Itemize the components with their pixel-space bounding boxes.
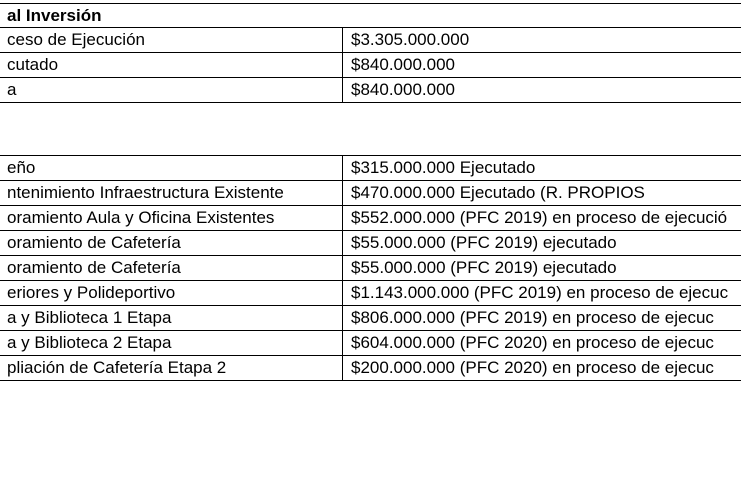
table-row [0, 356, 741, 381]
row-label: ceso de Ejecución [0, 28, 343, 53]
row-label: a [0, 78, 343, 103]
row-label: oramiento de Cafetería [0, 231, 343, 256]
row-value: $55.000.000 (PFC 2019) ejecutado [343, 231, 741, 256]
table-row [0, 53, 741, 78]
row-label: ntenimiento Infraestructura Existente [0, 181, 343, 206]
row-value: $200.000.000 (PFC 2020) en proceso de ejecuc [343, 356, 741, 381]
row-value: $840.000.000 [343, 78, 741, 103]
row-label: pliación de Cafetería Etapa 2 [0, 356, 343, 381]
table-row [0, 306, 741, 331]
table-row [0, 78, 741, 103]
row-label: eño [0, 156, 343, 181]
row-value: $470.000.000 Ejecutado (R. PROPIOS [343, 181, 741, 206]
table-header-row [0, 4, 741, 28]
row-value: $840.000.000 [343, 53, 741, 78]
row-value: $604.000.000 (PFC 2020) en proceso de ejecuc [343, 331, 741, 356]
row-value: $1.143.000.000 (PFC 2019) en proceso de ejecuc [343, 281, 741, 306]
row-label: cutado [0, 53, 343, 78]
table-row [0, 181, 741, 206]
row-label: a y Biblioteca 1 Etapa [0, 306, 343, 331]
row-value: $55.000.000 (PFC 2019) ejecutado [343, 256, 741, 281]
projects-table [0, 155, 741, 381]
row-label: eriores y Polideportivo [0, 281, 343, 306]
table-row [0, 231, 741, 256]
row-label: a y Biblioteca 2 Etapa [0, 331, 343, 356]
table-row [0, 331, 741, 356]
table-title-empty-cell [343, 4, 741, 28]
row-value: $552.000.000 (PFC 2019) en proceso de ejecució [343, 206, 741, 231]
table-row [0, 281, 741, 306]
investment-summary-table [0, 3, 741, 103]
table-row [0, 206, 741, 231]
row-label: oramiento Aula y Oficina Existentes [0, 206, 343, 231]
row-value: $315.000.000 Ejecutado [343, 156, 741, 181]
row-value: $806.000.000 (PFC 2019) en proceso de ejecuc [343, 306, 741, 331]
table-row [0, 256, 741, 281]
row-label: oramiento de Cafetería [0, 256, 343, 281]
row-value: $3.305.000.000 [343, 28, 741, 53]
table-row [0, 28, 741, 53]
table-row [0, 156, 741, 181]
table-title: al Inversión [0, 4, 343, 28]
